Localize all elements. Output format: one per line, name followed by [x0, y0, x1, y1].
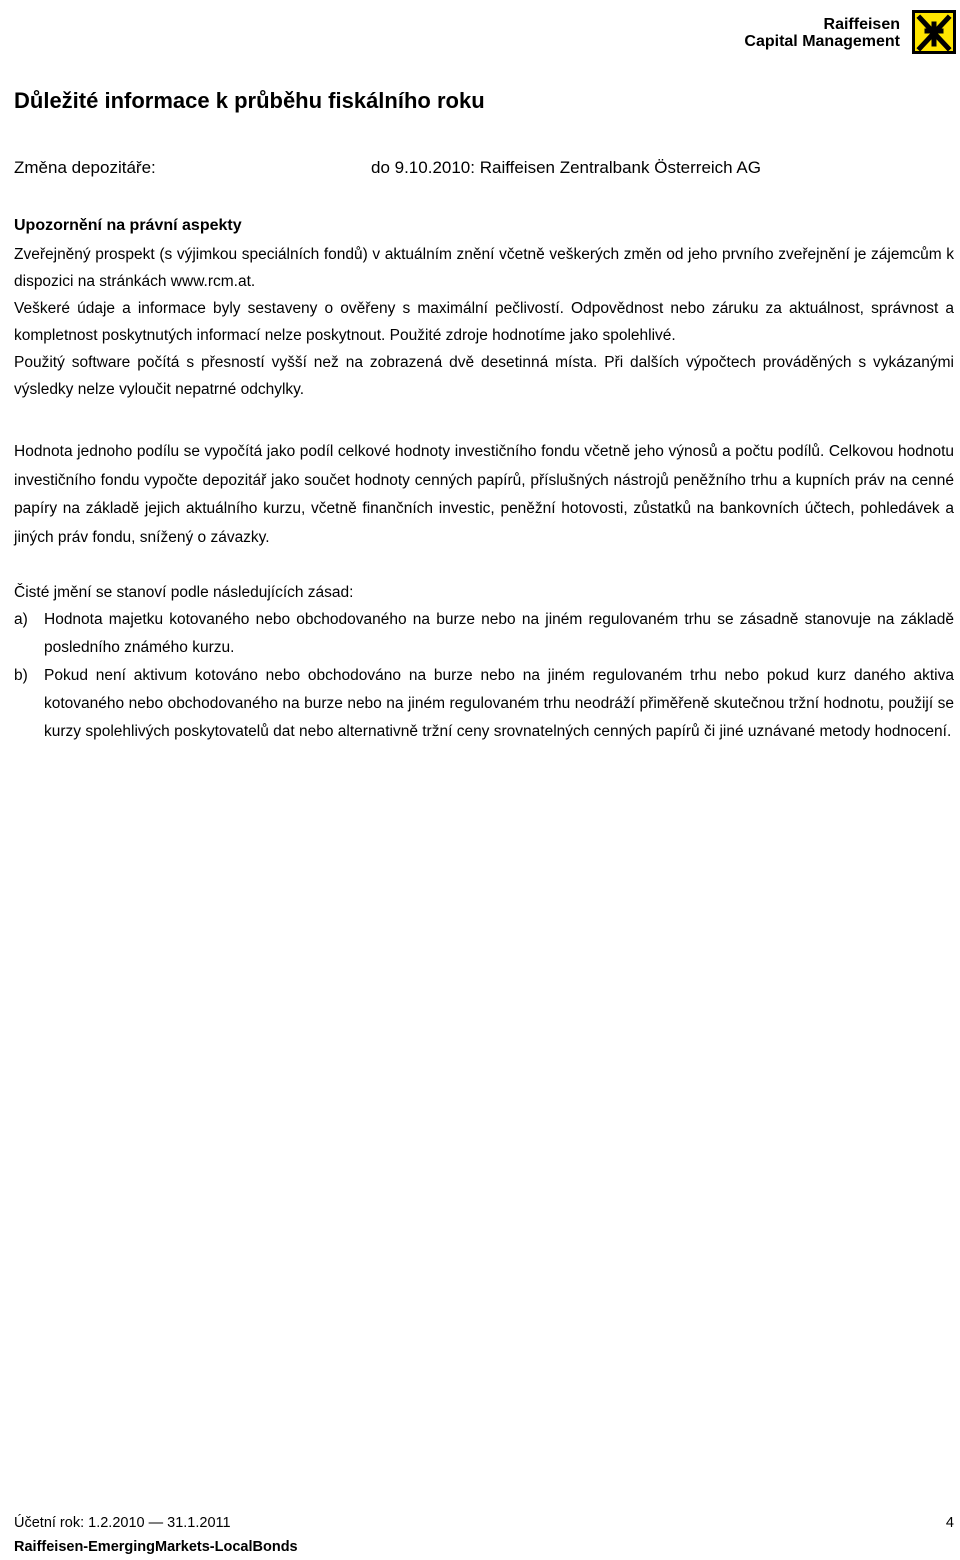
- list-item-text: Pokud není aktivum kotováno nebo obchodováno na burze nebo na jiném regulovaném trhu nebo pokud kurz daného aktiva kotovaného nebo obchodovaného na burze nebo na jiném regulovaném trhu neodráží přiměřeně skutečnou tržní hodnotu, použijí se kurzy spolehlivých poskytovatelů dat nebo alternativně tržní ceny srovnatelných cenných papírů či jiné uznávané metody hodnocení.: [44, 667, 954, 740]
- page-title: Důležité informace k průběhu fiskálního roku: [14, 88, 485, 113]
- valuation-section: [14, 438, 954, 552]
- logo-text: [744, 16, 900, 50]
- raiffeisen-gable-cross-icon: [912, 10, 956, 54]
- footer-page-number: 4: [945, 1515, 954, 1531]
- list-marker: a): [14, 611, 28, 628]
- list-item-text: Hodnota majetku kotovaného nebo obchodovaného na burze nebo na jiném regulovaném trhu se zásadně stanovuje na základě posledního známého kurzu.: [44, 611, 954, 656]
- logo-line-2: Capital Management: [744, 33, 900, 50]
- list-marker: b): [14, 667, 28, 684]
- legal-paragraph-accuracy: Veškeré údaje a informace byly sestaveny o ověřeny s maximální pečlivostí. Odpovědnost nebo záruku za aktuálnost, správnost a kompletnost poskytnutých informací nelze poskytnout. Použité zdroje hodnotíme jako spolehlivé.: [14, 300, 954, 344]
- legal-section: [14, 241, 954, 403]
- footer-fund-name: Raiffeisen-EmergingMarkets-LocalBonds: [14, 1539, 298, 1555]
- valuation-paragraph: Hodnota jednoho podílu se vypočítá jako podíl celkové hodnoty investičního fondu včetně jeho výnosů a počtu podílů. Celkovou hodnotu investičního fondu vypočte depozitář jako součet hodnoty cenných papírů, příslušných nástrojů peněžního trhu a kupních práv na cenné papíry na základě jejich aktuálního kurzu, včetně finančních investic, peněžní hotovosti, zůstatků na bankovních účtech, pohledávek a jiných práv fondu, snížený o závazky.: [14, 443, 954, 546]
- logo-line-1: Raiffeisen: [823, 16, 900, 33]
- list-item: [14, 606, 954, 662]
- net-assets-list: [14, 606, 954, 746]
- legal-paragraph-prospectus: Zveřejněný prospekt (s výjimkou speciálních fondů) v aktuálním znění včetně veškerých změn od jeho prvního zveřejnění je zájemcům k dispozici na stránkách www.rcm.at.: [14, 246, 954, 290]
- depositary-label: Změna depozitáře:: [14, 158, 156, 177]
- net-assets-intro-wrap: [14, 579, 954, 606]
- legal-paragraph-software: Použitý software počítá s přesností vyšší než na zobrazená dvě desetinná místa. Při dalších výpočtech prováděných s vykázanými výsledky nelze vyloučit nepatrné odchylky.: [14, 354, 954, 398]
- raiffeisen-logo: [738, 10, 956, 54]
- footer-fiscal-year: Účetní rok: 1.2.2010 — 31.1.2011: [14, 1515, 231, 1531]
- depositary-value: do 9.10.2010: Raiffeisen Zentralbank Österreich AG: [371, 158, 761, 177]
- net-assets-intro: Čisté jmění se stanoví podle následujících zásad:: [14, 584, 354, 601]
- legal-heading: Upozornění na právní aspekty: [14, 217, 242, 234]
- list-item: [14, 662, 954, 746]
